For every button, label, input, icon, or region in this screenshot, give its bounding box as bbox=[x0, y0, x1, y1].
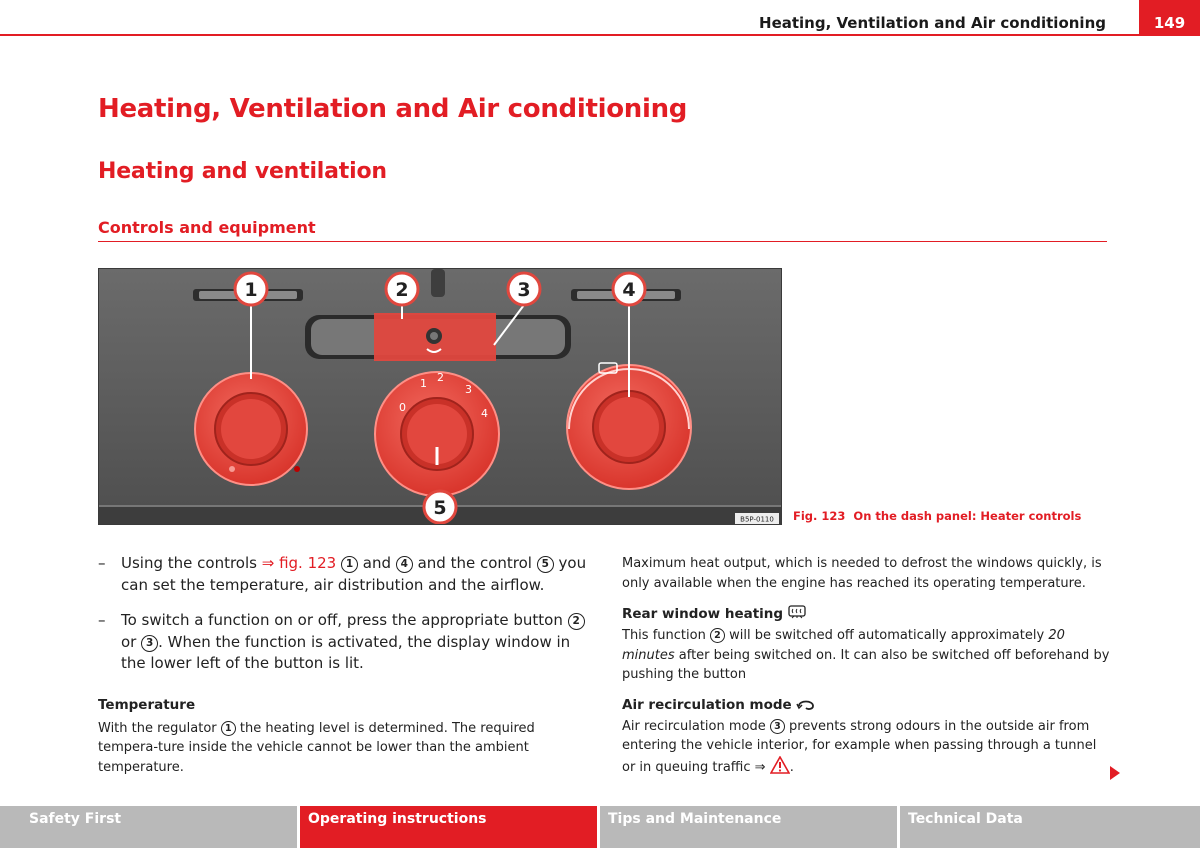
svg-text:3: 3 bbox=[517, 279, 531, 301]
rear-window-paragraph bbox=[622, 626, 1112, 685]
footer-tab-tips-maintenance[interactable]: Tips and Maintenance bbox=[600, 806, 897, 848]
ref-circle-1: 1 bbox=[221, 721, 236, 736]
running-header-title: Heating, Ventilation and Air conditioning bbox=[759, 14, 1106, 32]
bullet-text: and bbox=[362, 554, 392, 572]
temperature-knob bbox=[195, 373, 307, 485]
svg-text:2: 2 bbox=[395, 279, 409, 301]
right-column bbox=[622, 554, 1112, 789]
fan-scale-4: 4 bbox=[481, 407, 488, 420]
svg-text:5: 5 bbox=[433, 497, 447, 519]
recirculation-icon bbox=[796, 699, 816, 711]
button-strip bbox=[374, 313, 496, 361]
duration-text: 20 minutes bbox=[622, 628, 1065, 663]
warning-icon[interactable] bbox=[770, 756, 790, 774]
para-text: With the regulator bbox=[98, 720, 217, 736]
temperature-heading: Temperature bbox=[98, 696, 196, 713]
para-text: the heating level is determined. The required tempera-ture inside the vehicle cannot be lower than the ambient temperature. bbox=[98, 720, 535, 775]
section-title: Heating and ventilation bbox=[98, 159, 387, 184]
figure-caption bbox=[793, 509, 1081, 523]
recirculation-paragraph bbox=[622, 717, 1112, 778]
figure-caption-text: On the dash panel: Heater controls bbox=[853, 509, 1082, 523]
callout-5 bbox=[424, 491, 456, 523]
ref-circle-4: 4 bbox=[396, 556, 413, 573]
reference-arrow: ⇒ bbox=[754, 759, 766, 775]
image-code: B5P-0110 bbox=[740, 515, 774, 524]
bullet-text: . When the function is activated, the display window in the lower left of the button is lit. bbox=[121, 632, 571, 672]
heat-output-paragraph: Maximum heat output, which is needed to defrost the windows quickly, is only available when the engine has reached its operating temperature. bbox=[622, 556, 1102, 591]
footer-nav bbox=[0, 806, 1200, 848]
ref-circle-5: 5 bbox=[537, 556, 554, 573]
chapter-title: Heating, Ventilation and Air conditioning bbox=[98, 94, 688, 124]
temperature-paragraph bbox=[98, 719, 588, 778]
bullet-text: you can set the temperature, air distribution and the airflow. bbox=[121, 554, 587, 594]
ref-circle-2: 2 bbox=[710, 628, 725, 643]
footer-tab-operating-instructions[interactable]: Operating instructions bbox=[300, 806, 597, 848]
fan-speed-knob bbox=[375, 371, 499, 496]
para-text: Air recirculation mode bbox=[622, 718, 766, 734]
ref-circle-2: 2 bbox=[568, 613, 585, 630]
fan-scale-1: 1 bbox=[420, 377, 427, 390]
svg-text:1: 1 bbox=[244, 279, 258, 301]
para-text: This function bbox=[622, 628, 706, 643]
ref-circle-1: 1 bbox=[341, 556, 358, 573]
page-number: 149 bbox=[1139, 0, 1200, 36]
bullet-text: To switch a function on or off, press the appropriate button bbox=[121, 611, 563, 629]
rear-window-heating-icon bbox=[788, 605, 806, 620]
para-text: after being switched on. It can also be switched off beforehand by pushing the button bbox=[622, 647, 1110, 682]
subhead-text: Rear window heating bbox=[622, 606, 784, 622]
rear-window-heading bbox=[622, 605, 1112, 622]
svg-text:4: 4 bbox=[622, 279, 636, 301]
subsection-rule bbox=[98, 241, 1107, 242]
bullet-text: or bbox=[121, 632, 137, 651]
heater-controls-figure bbox=[98, 268, 782, 525]
bullet-controls bbox=[98, 553, 588, 596]
bullet-text: and the control bbox=[417, 554, 532, 572]
subsection-title: Controls and equipment bbox=[98, 218, 316, 237]
fan-scale-3: 3 bbox=[465, 383, 472, 396]
fan-scale-0: 0 bbox=[399, 401, 406, 414]
bullet-dash: – bbox=[98, 611, 106, 629]
next-page-arrow-icon[interactable] bbox=[1110, 766, 1120, 780]
bullet-switch bbox=[98, 610, 588, 675]
header-rule bbox=[0, 34, 1200, 36]
left-column bbox=[98, 553, 588, 777]
bullet-dash: – bbox=[98, 554, 106, 572]
para-text: prevents strong odours in the outside air from entering the vehicle interior, for example when passing through a tunnel or in queuing traffic bbox=[622, 718, 1097, 775]
subhead-text: Air recirculation mode bbox=[622, 696, 792, 713]
footer-tab-safety-first[interactable]: Safety First bbox=[0, 806, 297, 848]
ref-circle-3: 3 bbox=[141, 635, 158, 652]
para-text: . bbox=[789, 759, 794, 775]
ref-circle-3: 3 bbox=[770, 719, 785, 734]
fan-scale-2: 2 bbox=[437, 371, 444, 384]
footer-tab-technical-data[interactable]: Technical Data bbox=[900, 806, 1200, 848]
recirculation-heading bbox=[622, 697, 1112, 713]
bullet-text: Using the controls bbox=[121, 554, 257, 572]
para-text: will be switched off automatically approximately bbox=[729, 628, 1045, 643]
figure-number: Fig. 123 bbox=[793, 509, 846, 523]
figure-link[interactable]: ⇒ fig. 123 bbox=[261, 554, 337, 572]
